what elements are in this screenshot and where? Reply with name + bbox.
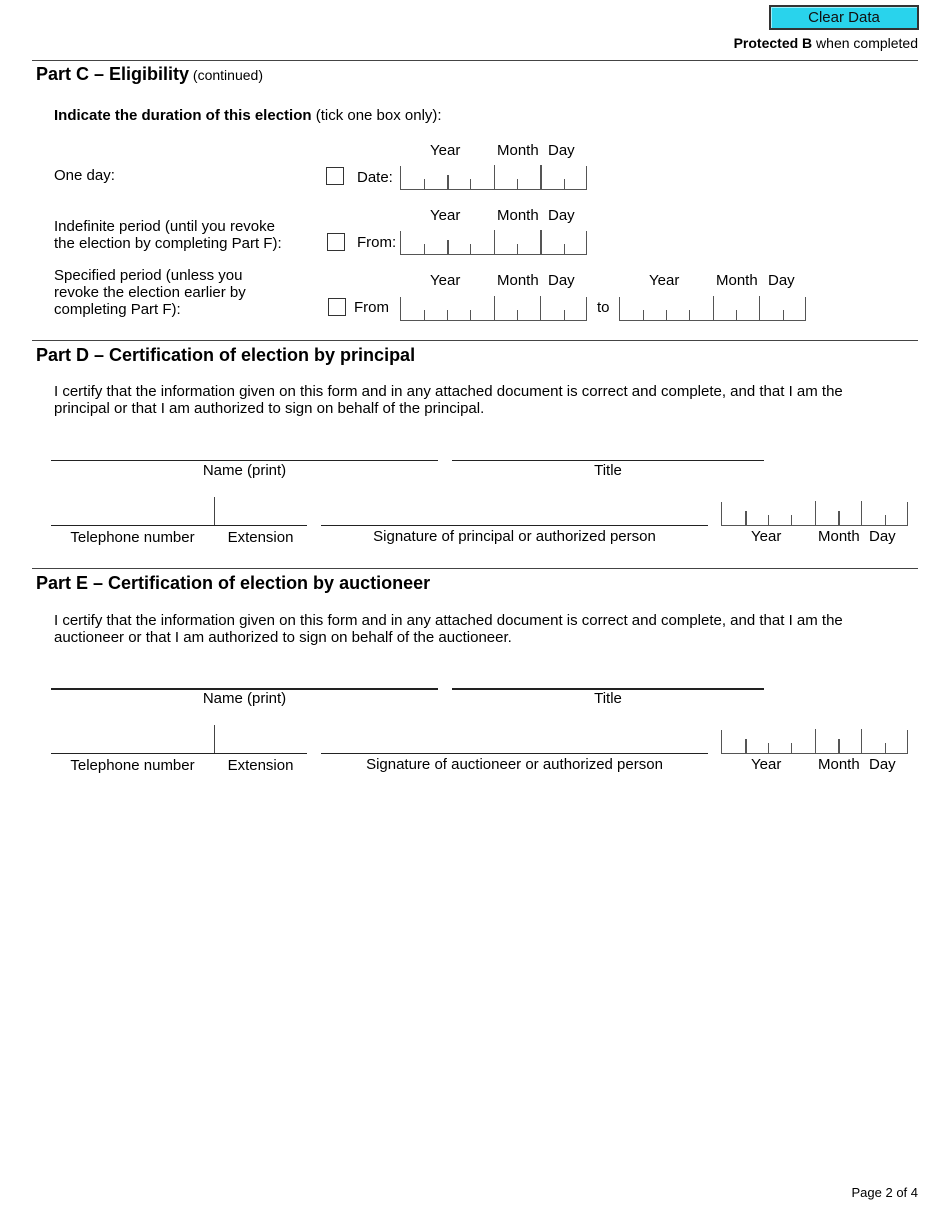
indefinite-from-date-input[interactable]: [400, 231, 587, 255]
month-header: Month: [497, 272, 539, 289]
from-field-label: From:: [357, 234, 397, 251]
year-header: Year: [649, 272, 680, 289]
telephone-line[interactable]: [51, 753, 307, 754]
specified-period-checkbox[interactable]: [328, 298, 346, 316]
part-c-title: Part C – Eligibility (continued): [36, 64, 263, 84]
month-header: Month: [497, 207, 539, 224]
from-field-label: From: [354, 299, 389, 316]
month-header: Month: [497, 142, 539, 159]
extension-label: Extension: [227, 529, 294, 546]
signature-line[interactable]: [321, 753, 708, 754]
part-e-title: Part E – Certification of election by auctioneer: [36, 573, 431, 593]
day-header: Day: [548, 272, 575, 289]
telephone-label: Telephone number: [70, 757, 195, 774]
signature-label: Signature of auctioneer or authorized person: [366, 756, 663, 773]
divider: [32, 340, 918, 341]
year-header: Year: [430, 142, 461, 159]
month-header: Month: [716, 272, 758, 289]
one-day-checkbox[interactable]: [326, 167, 344, 185]
duration-instruction: Indicate the duration of this election (tick one box only):: [54, 107, 442, 124]
month-label: Month: [818, 756, 860, 773]
specified-from-date-input[interactable]: [400, 297, 587, 321]
extension-divider: [214, 497, 215, 525]
month-label: Month: [818, 528, 860, 545]
day-label: Day: [869, 528, 896, 545]
protected-b-label: Protected B: [733, 35, 813, 51]
extension-divider: [214, 725, 215, 753]
one-day-label: One day:: [54, 167, 115, 184]
divider: [32, 60, 918, 61]
indefinite-period-label: Indefinite period (until you revoke the election by completing Part F):: [54, 218, 282, 252]
divider: [32, 568, 918, 569]
year-label: Year: [751, 528, 782, 545]
day-header: Day: [768, 272, 795, 289]
part-d-title: Part D – Certification of election by principal: [36, 345, 416, 365]
name-print-label: Name (print): [202, 462, 287, 479]
clear-data-button[interactable]: Clear Data: [769, 5, 919, 30]
year-label: Year: [751, 756, 782, 773]
protected-notice: [734, 35, 918, 51]
signature-label: Signature of principal or authorized person: [373, 528, 656, 545]
title-line[interactable]: [452, 460, 764, 461]
day-header: Day: [548, 142, 575, 159]
day-header: Day: [548, 207, 575, 224]
to-field-label: to: [597, 299, 610, 316]
specified-period-label: Specified period (unless you revoke the election earlier by completing Part F):: [54, 267, 246, 318]
name-print-label: Name (print): [202, 690, 287, 707]
name-print-line[interactable]: [51, 460, 438, 461]
part-e-statement: I certify that the information given on this form and in any attached document is correct and complete, and that I am the auctioneer or that I am authorized to sign on behalf of the auctioneer.: [54, 612, 843, 646]
telephone-label: Telephone number: [70, 529, 195, 546]
title-label: Title: [594, 462, 622, 479]
signature-line[interactable]: [321, 525, 708, 526]
date-field-label: Date:: [357, 169, 393, 186]
year-header: Year: [430, 207, 461, 224]
year-header: Year: [430, 272, 461, 289]
one-day-date-input[interactable]: [400, 166, 587, 190]
protected-rest-label: when completed: [812, 35, 918, 51]
indefinite-period-checkbox[interactable]: [327, 233, 345, 251]
part-d-date-input[interactable]: [721, 502, 908, 526]
page-number: Page 2 of 4: [851, 1185, 918, 1200]
day-label: Day: [869, 756, 896, 773]
title-label: Title: [594, 690, 622, 707]
part-e-date-input[interactable]: [721, 730, 908, 754]
specified-to-date-input[interactable]: [619, 297, 806, 321]
part-d-statement: I certify that the information given on this form and in any attached document is correct and complete, and that I am the principal or that I am authorized to sign on behalf of the principal.: [54, 383, 843, 417]
telephone-line[interactable]: [51, 525, 307, 526]
extension-label: Extension: [227, 757, 294, 774]
